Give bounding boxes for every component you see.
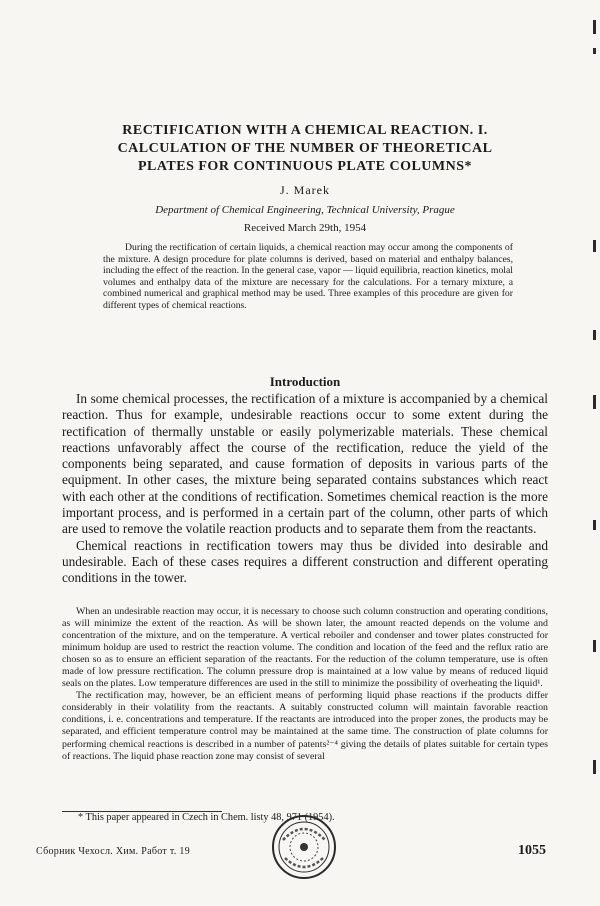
library-stamp-icon — [271, 814, 337, 880]
journal-footer: Сборник Чехосл. Хим. Работ т. 19 — [36, 846, 190, 857]
small-paragraph: The rectification may, however, be an efficient means of performing liquid phase reactions if the products differ considerably in their volatility from the reactants. A suitably constructed column will maintain favorable reaction conditions, i. e. concentrations and temperature. If the reactants are introduced into the proper zones, the products may be separated, and efficient temperature control may be maintained at the same time. The construction of plate columns for performing chemical reactions is described in a number of patents²⁻⁴ giving the details of plates suitable for certain types of reactions. The liquid phase reaction zone may consist of several — [62, 690, 548, 762]
title-line: CALCULATION OF THE NUMBER OF THEORETICAL — [117, 141, 493, 156]
intro-paragraph: Chemical reactions in rectification towers may thus be divided into desirable and undesirable. Each of these cases requires a different construction and different operating conditions in the tower. — [62, 537, 548, 586]
abstract-text: During the rectification of certain liquids, a chemical reaction may occur among the components of the mixture. A design procedure for plate columns is derived, based on material and enthalpy balances, including the effect of the reaction. In the general case, vapor — liquid equilibria, reaction kinetics, molal volumes and enthalpy data of the mixture are necessary for the calculations. For a ternary mixture, a combined numerical and graphical method may be used. Three examples of this procedure are given for different types of chemical reactions. — [103, 242, 513, 311]
footnote: * This paper appeared in Czech in Chem. listy 48, 971 (1954). — [78, 812, 335, 823]
title-line: RECTIFICATION WITH A CHEMICAL REACTION. I. — [122, 123, 488, 138]
intro-body — [62, 391, 548, 587]
abstract — [103, 242, 513, 312]
affiliation: Department of Chemical Engineering, Technical University, Prague — [155, 204, 455, 216]
section-heading: Introduction — [269, 374, 341, 389]
intro-paragraph: In some chemical processes, the rectification of a mixture is accompanied by a chemical reaction. Thus for example, undesirable reactions occur to some extent during the rectification of thermally unstable or easily polymerizable materials. These chemical reactions unfavorably affect the course of the rectification, reduce the yield of the components being separated, and cause formation of deposits in various parts of the equipment. In other cases, the mixture being separated contains substances which react with each other at the conditions of rectification. Sometimes chemical reaction is the more important process, and is performed in a certain part of the column, other parts of which are used to remove the volatile reaction products and to separate them from the reactants. — [62, 391, 548, 537]
page-edge-marks — [584, 0, 596, 906]
page-number: 1055 — [518, 843, 546, 858]
title-line: PLATES FOR CONTINUOUS PLATE COLUMNS* — [137, 159, 473, 174]
received-date: Received March 29th, 1954 — [243, 222, 367, 234]
author: J. Marek — [280, 183, 330, 197]
paper-title — [70, 122, 540, 176]
body-small-print — [62, 606, 548, 763]
small-paragraph: When an undesirable reaction may occur, it is necessary to choose such column construction and operating conditions, as will minimize the extent of the reaction. As will be shown later, the amount reacted depends on the volume and concentration of the mixture, and on the temperature. A vertical reboiler and condenser and tower plates constructed for minimum holdup are used to restrict the reaction volume. The condition and location of the feed and the reflux ratio are chosen so as to ensure an efficient separation of the reactants. For the reduction of the column temperature, use is often made of low pressure rectification. The column pressure drop is maintained at a low value by means of reduced liquid seals on the plates. Low temperature differences are used in the still to minimize the possibility of overheating the liquid¹. — [62, 606, 548, 690]
